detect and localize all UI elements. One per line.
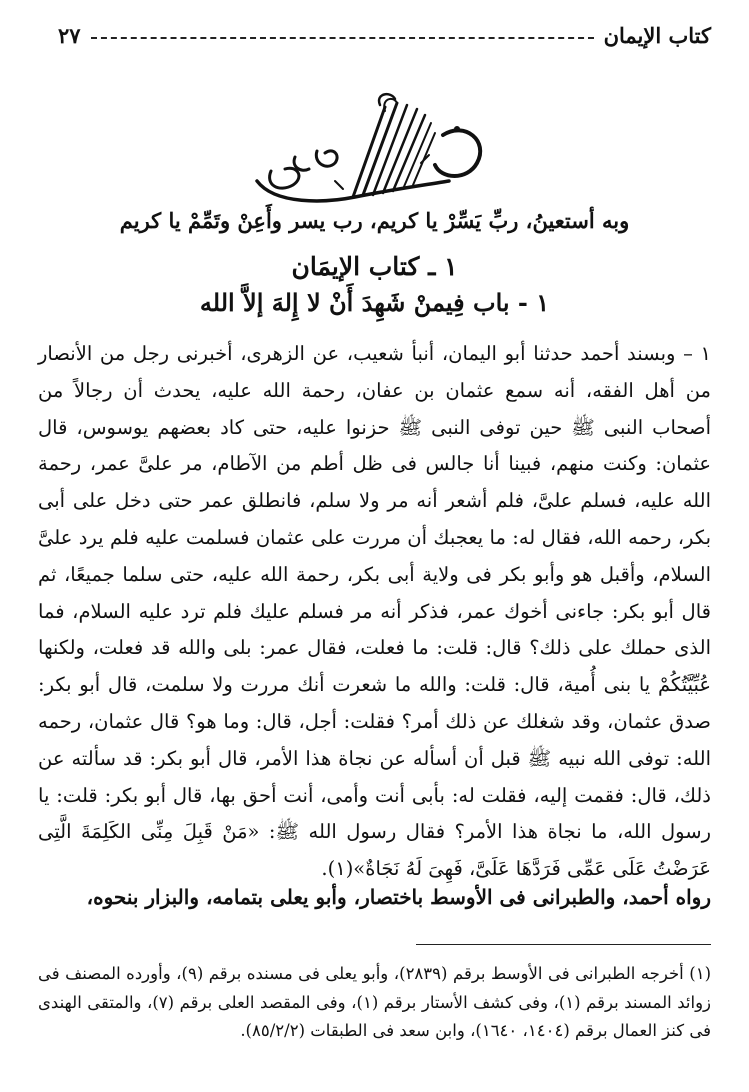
footnote: (١) أخرجه الطبرانى فى الأوسط برقم (٢٨٣٩)، وأبو يعلى فى مسنده برقم (٩)، وأورده المصنف فى زوائد المسند برقم (١)، وفى كشف الأستار برقم (١)، وفى المقصد العلى برقم (٧)، والمتقى الهندى فى كنز العمال برقم (١٤٠٤، ١٦٤٠)، وابن سعد فى الطبقات (٨٥/٢/٢). bbox=[38, 964, 712, 1040]
chapter-title: ١ ـ كتاب الإيمَان bbox=[291, 252, 458, 281]
bab-title: ١ - باب فِيمنْ شَهِدَ أَنْ لا إِلهَ إلاَّ الله bbox=[199, 288, 550, 317]
basmala-calligraphy bbox=[235, 85, 505, 210]
running-header bbox=[58, 18, 711, 52]
riwaya-line: رواه أحمد، والطبرانى فى الأوسط باختصار، وأبو يعلى بتمامه، والبزار بنحوه، bbox=[86, 885, 711, 909]
page-number: ٢٧ bbox=[58, 22, 81, 48]
hadith-paragraph: ١ – وبسند أحمد حدثنا أبو اليمان، أنبأ شعيب، عن الزهرى، أخبرنى رجل من الأنصار من أهل الفقه، أنه سمع عثمان بن عفان، رحمة الله عليه، يحدث أن رجالاً من أصحاب النبى ﷺ حين توفى النبى ﷺ حزنوا عليه، حتى كاد بعضهم يوسوس، قال عثمان: وكنت منهم، فبينا أنا جالس فى ظل أطم من الآطام، مر علىَّ عمر، رحمة الله عليه، فسلم علىَّ، فلم أشعر أنه مر ولا سلم، فانطلق عمر حتى دخل على أبى بكر، رحمه الله، فقال له: ما يعجبك أن مررت على عثمان فسلمت عليه فلم يرد علىَّ السلام، وأقبل هو وأبو بكر فى ولاية أبى بكر، رحمة الله عليه، حتى سلما جميعًا، ثم قال أبو بكر: جاءنى أخوك عمر، فذكر أنه مر فسلم عليك فلم ترد عليه السلام، فما الذى حملك على ذلك؟ قال: قلت: ما فعلت، فقال عمر: بلى والله قد فعلت، ولكنها عُبِّيَّتُكُمْ يا بنى أُمية، قال: قلت: والله ما شعرت أنك مررت ولا سلمت، قال أبو بكر: صدق عثمان، وقد شغلك عن ذلك أمر؟ فقلت: أجل، قال: وما هو؟ قال عثمان، رحمه الله: توفى الله نبيه ﷺ قبل أن أسأله عن نجاة هذا الأمر، قال أبو بكر: قد سألته عن ذلك، قال: فقمت إليه، فقلت له: بأبى أنت وأمى، أنت أحق بها، قال أبو بكر: قلت: يا رسول الله، ما نجاة هذا الأمر؟ فقال رسول الله ﷺ: «مَنْ قَبِلَ مِنِّى الكَلِمَةَ الَّتِى عَرَضْتُ عَلَى عَمِّى فَرَدَّهَا عَلَىَّ، فَهِىَ لَهُ نَجَاةٌ»(١). bbox=[38, 342, 711, 881]
footnote-divider bbox=[416, 944, 711, 945]
hadith-text bbox=[38, 336, 711, 888]
invocation-line: وبه أستعينُ، ربِّ يَسِّرْ يا كريم، رب يسر وأَعِنْ وتَمِّمْ يا كريم bbox=[119, 208, 630, 233]
basmala-calligraphy-icon bbox=[235, 85, 505, 210]
header-book-title: كتاب الإيمان bbox=[603, 22, 711, 48]
header-dashed-rule bbox=[91, 37, 594, 39]
